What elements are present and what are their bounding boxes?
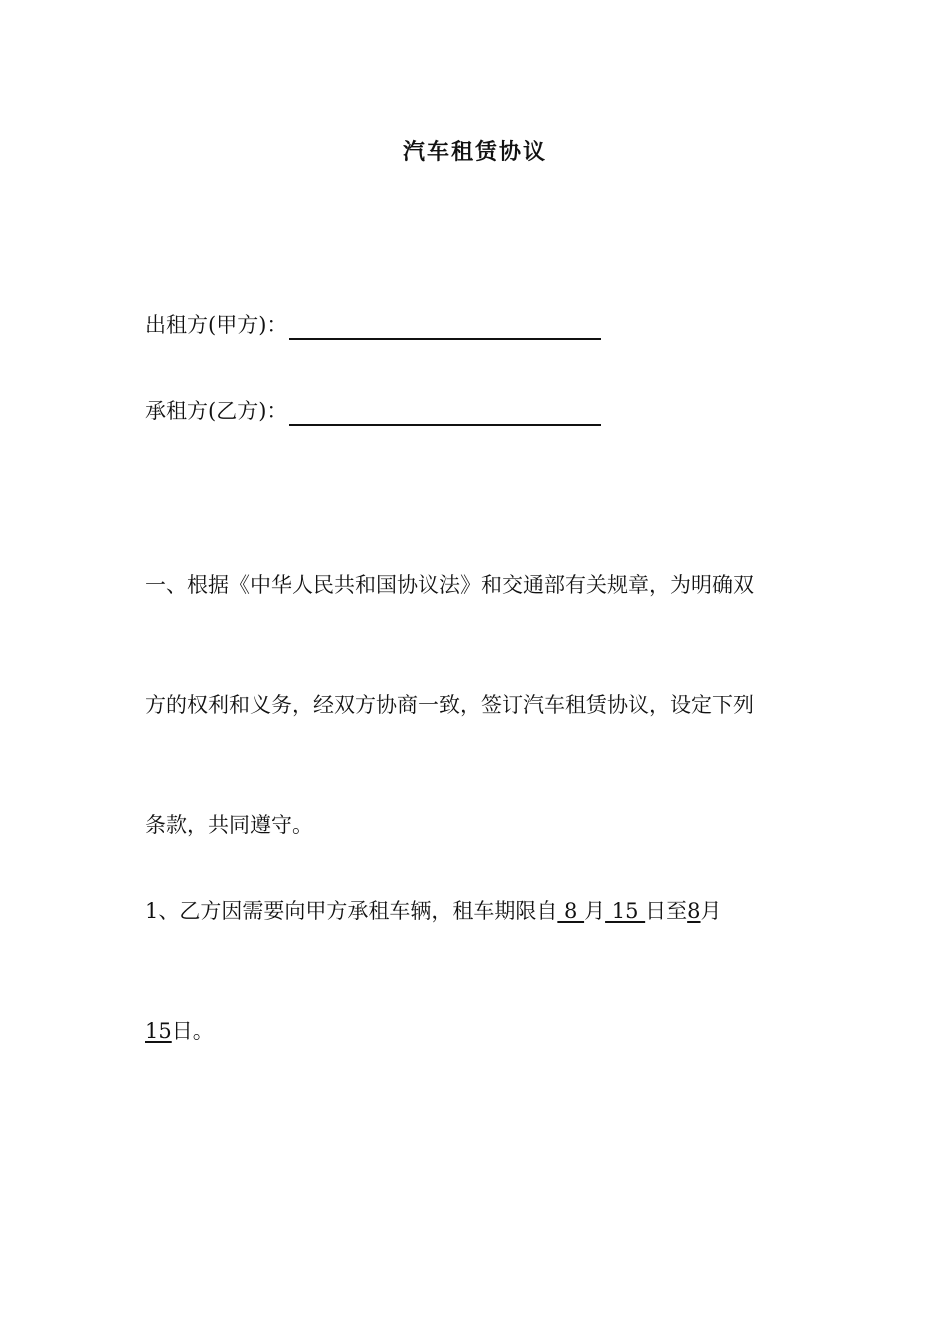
party-a-blank bbox=[289, 318, 601, 340]
clause1-start-month: 8 bbox=[557, 899, 585, 923]
party-a-row bbox=[145, 310, 601, 340]
party-b-blank bbox=[289, 404, 601, 426]
clause1-end-suffix: 日。 bbox=[171, 1019, 214, 1043]
clause1-line1 bbox=[145, 896, 722, 926]
clause1-start-day: 15 bbox=[605, 899, 646, 923]
party-a-label: 出租方(甲方)： bbox=[145, 313, 288, 337]
party-b-row bbox=[145, 396, 601, 426]
para1-line2: 方的权利和义务，经双方协商一致，签订汽车租赁协议，设定下列 bbox=[145, 693, 754, 717]
para1-line1: 一、根据《中华人民共和国协议法》和交通部有关规章，为明确双 bbox=[145, 573, 754, 597]
clause1-day-to: 日至 bbox=[645, 899, 688, 923]
clause1-end-month: 8 bbox=[687, 899, 701, 923]
para1-line3: 条款，共同遵守。 bbox=[145, 813, 313, 837]
document-title: 汽车租赁协议 bbox=[402, 139, 547, 165]
party-b-label: 承租方(乙方)： bbox=[145, 399, 288, 423]
clause1-end-day: 15 bbox=[145, 1019, 172, 1043]
clause1-month-word: 月 bbox=[584, 899, 606, 923]
clause1-line2 bbox=[145, 1016, 214, 1046]
clause1-month-word2: 月 bbox=[700, 899, 722, 923]
clause1-prefix: 1、乙方因需要向甲方承租车辆，租车期限自 bbox=[145, 899, 558, 923]
